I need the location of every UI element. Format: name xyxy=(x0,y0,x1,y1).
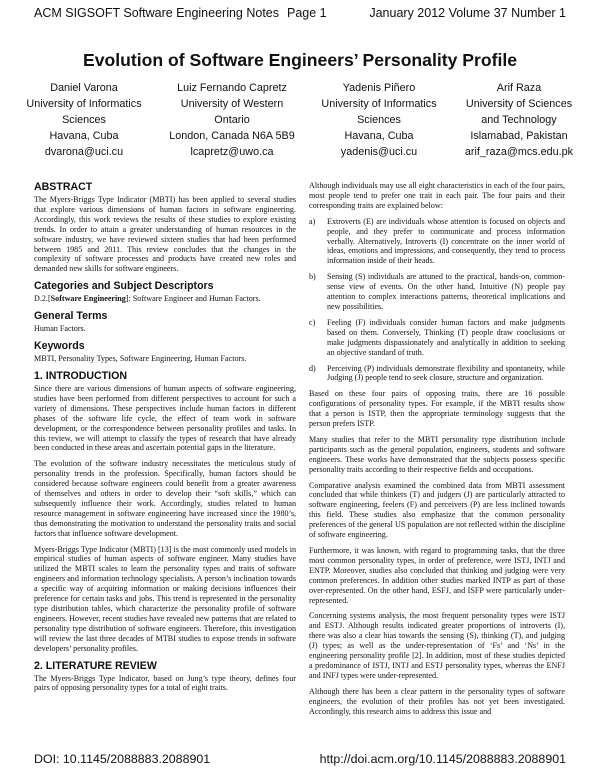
abstract-heading: ABSTRACT xyxy=(34,181,93,193)
author-city: Havana, Cuba xyxy=(49,130,119,142)
body-paragraph: Although there has been a clear pattern in the personality types of software engineers, the evolution of their profiles has not yet been investigated. Accordingly, this research aims to address this issue and xyxy=(309,686,565,716)
author-city: London, Canada N6A 5B9 xyxy=(169,130,295,142)
author-name: Luiz Fernando Capretz xyxy=(177,82,287,94)
right-column xyxy=(309,181,565,723)
author-1 xyxy=(20,80,148,160)
issue-info: January 2012 Volume 37 Number 1 xyxy=(369,6,566,20)
left-column xyxy=(34,181,296,699)
list-item xyxy=(309,318,565,358)
doi-link[interactable]: http://doi.acm.org/10.1145/2088883.2088901 xyxy=(319,752,566,766)
author-affiliation: University of Informatics xyxy=(26,98,142,110)
categories-text xyxy=(34,294,296,304)
list-item xyxy=(309,217,565,267)
list-label: c) xyxy=(309,317,316,327)
author-email[interactable]: dvarona@uci.cu xyxy=(44,146,124,158)
literature-review-heading: 2. LITERATURE REVIEW xyxy=(34,659,157,672)
page-number: Page 1 xyxy=(287,6,327,20)
list-item xyxy=(309,364,565,384)
general-terms-heading: General Terms xyxy=(34,310,108,323)
author-affiliation: Sciences xyxy=(62,114,106,126)
author-2 xyxy=(163,80,301,160)
list-label: a) xyxy=(309,216,316,226)
author-4 xyxy=(452,80,586,160)
introduction-heading: 1. INTRODUCTION xyxy=(34,369,127,382)
author-name: Arif Raza xyxy=(496,82,542,94)
author-affiliation: and Technology xyxy=(481,114,557,126)
author-name: Yadenis Piñero xyxy=(342,82,416,94)
categories-bold: Software Engineering xyxy=(50,294,126,304)
literature-review-paragraph: The Myers-Briggs Type Indicator, based on Jung’s type theory, defines four pairs of opposing personality types for a total of eight traits. xyxy=(34,673,296,693)
introduction-paragraph: Since there are various dimensions of human aspects of software engineering, studies have been performed from different perspectives to account for such a variety of dimensions. These perspectives include human factors in different phases of the software life cycle, the effect of team work in software development, or the correspondence between personality profiles and tasks. In this review, we will attempt to classify the types of research that have already been conducted in these areas and ascertain potential gaps in the literature. xyxy=(34,383,296,453)
author-affiliation: University of Informatics xyxy=(321,98,437,110)
body-paragraph: Although individuals may use all eight characteristics in each of the four pairs, most people tend to prefer one trait in each pair. The four pairs and their corresponding traits are explained below: xyxy=(309,181,565,210)
list-text: Feeling (F) individuals consider human factors and make judgments based on them. Conversely, Thinking (T) people draw conclusions or make judgments dispassionately and analytically in addition to seeking an objective standard of truth. xyxy=(327,317,565,357)
categories-heading: Categories and Subject Descriptors xyxy=(34,280,214,293)
categories-suffix: ]: Software Engineer and Human Factors. xyxy=(125,294,261,304)
body-paragraph: Based on these four pairs of opposing traits, there are 16 possible configurations of personality types. For example, if the MBTI results show that a person is ISTP, then the appropriate terminology suggests that the person prefers ISTP. xyxy=(309,389,565,429)
paper-title: Evolution of Software Engineers’ Personality Profile xyxy=(82,50,518,70)
body-paragraph: Concerning systems analysis, the most frequent personality types were ISTJ and ESTJ. Although results indicated greater proportions of introverts (I), there was also a clear bias towards the sensing (S), thinking (T), and judging (J) types; as well as the under-representation of ‘Fs’ and ‘Ns’ in the engineering personality profile [2]. In addition, most of these studies depicted a predominance of ISTJ, INTJ and ESTJ personality types, whereas the ENFJ and INFJ types were under-represented. xyxy=(309,611,565,680)
author-city: Islamabad, Pakistan xyxy=(470,130,568,142)
author-affiliation: University of Sciences xyxy=(465,98,573,110)
categories-prefix: D.2.[ xyxy=(34,294,51,304)
body-paragraph: Furthermore, it was known, with regard to programming tasks, that the three most common personality types, in order of preference, were ISTJ, INTJ and ENTP. Moreover, studies also concluded that thinking and judging were very common preferences. In addition other studies marked INTP as part of those over-represented. On the other hand, ESFJ, and ISFP were particularly under-represented. xyxy=(309,546,565,605)
body-paragraph: Many studies that refer to the MBTI personality type distribution include participants such as the general population, engineers, students and software engineers. These works have demonstrated that the subjects possess specific personality traits according to their respective fields and occupations. xyxy=(309,434,565,474)
author-email[interactable]: yadenis@uci.cu xyxy=(340,146,418,158)
list-text: Perceiving (P) individuals demonstrate flexibility and spontaneity, while Judging (J) people tend to seek closure, structure and organization. xyxy=(327,363,565,383)
general-terms-text: Human Factors. xyxy=(34,324,86,334)
page-header xyxy=(34,6,566,26)
author-email[interactable]: lcapretz@uwo.ca xyxy=(190,146,274,158)
list-label: b) xyxy=(309,272,316,282)
author-affiliation: Sciences xyxy=(357,114,401,126)
keywords-text: MBTI, Personality Types, Software Engineering, Human Factors. xyxy=(34,354,247,364)
author-affiliation: Ontario xyxy=(214,114,250,126)
author-city: Havana, Cuba xyxy=(344,130,414,142)
author-3 xyxy=(315,80,443,160)
list-text: Sensing (S) individuals are attuned to the practical, hands-on, common-sense view of events. On the other hand, Intuitive (N) people pay attention to complex interactions patterns, theoretical implications and new possibilities. xyxy=(327,272,565,311)
author-email[interactable]: arif_raza@mcs.edu.pk xyxy=(464,146,574,158)
mbti-trait-list xyxy=(309,217,565,384)
abstract-text: The Myers-Briggs Type Indicator (MBTI) has been applied to several studies that explore various dimensions of human factors in software engineering. Accordingly, this work reviews the results of these studies to explore existing trends. In order to attain a greater understanding of human resources in the software industry, we have reviewed sixteen studies that had been performed between 1985 and 2011. This review concludes that the changes in the complexity of software processes and products have created new roles and demanded new skills for software engineers. xyxy=(34,195,296,274)
author-affiliation: University of Western xyxy=(180,98,284,110)
list-item xyxy=(309,272,565,312)
list-text: Extroverts (E) are individuals whose attention is focused on objects and people, and they prefer to communicate and process information verbally. Alternatively, Introverts (I) concentrate on the inner world of ideas, emotions and impressions, and consequently, they tend to process information inside of their heads. xyxy=(327,216,565,266)
body-paragraph: Comparative analysis examined the combined data from MBTI assessment concluded that while thinkers (T) and judgers (J) are particularly attracted to software engineering, feelers (F) and perceivers (P) are less inclined towards this field. These studies also emphasize that the common personality preferences of the general US population are not reflected within the discipline of software engineering. xyxy=(309,480,565,540)
list-label: d) xyxy=(309,363,316,373)
author-block xyxy=(20,80,586,170)
introduction-paragraph: Myers-Briggs Type Indicator (MBTI) [13] is the most commonly used models in empirical studies of human aspects of software engineer. Many studies have utilized the MBTI scales to learn the personality types and traits of software engineers and information technology specialists. A person’s inclination towards a specific way of acquiring information or making decisions influences their preference for certain tasks and jobs. This trend is represented in the personality type distribution tables, which characterize the personality profile of software engineers. However, recent studies have revealed new patterns that are related to personality type distribution of software engineers. Therefore, this investigation will review the last three decades of MTBI studies to expose trends in software developers’ personality profiles. xyxy=(34,544,296,653)
keywords-heading: Keywords xyxy=(34,340,85,353)
journal-name: ACM SIGSOFT Software Engineering Notes xyxy=(34,6,280,20)
doi-text: DOI: 10.1145/2088883.2088901 xyxy=(34,752,211,766)
introduction-paragraph: The evolution of the software industry necessitates the meticulous study of personality trends in the profession. Specifically, human factors should be considered because software engineers could benefit from a greater awareness of themselves and others in order to develop their “soft skills,” which can subsequently influence their work. Accordingly, studies related to human resource management in software engineering have increased since the 1980’s, thus demonstrating the motivation to understand the personality traits and social factors that influence software development. xyxy=(34,459,296,538)
author-name: Daniel Varona xyxy=(50,82,118,94)
